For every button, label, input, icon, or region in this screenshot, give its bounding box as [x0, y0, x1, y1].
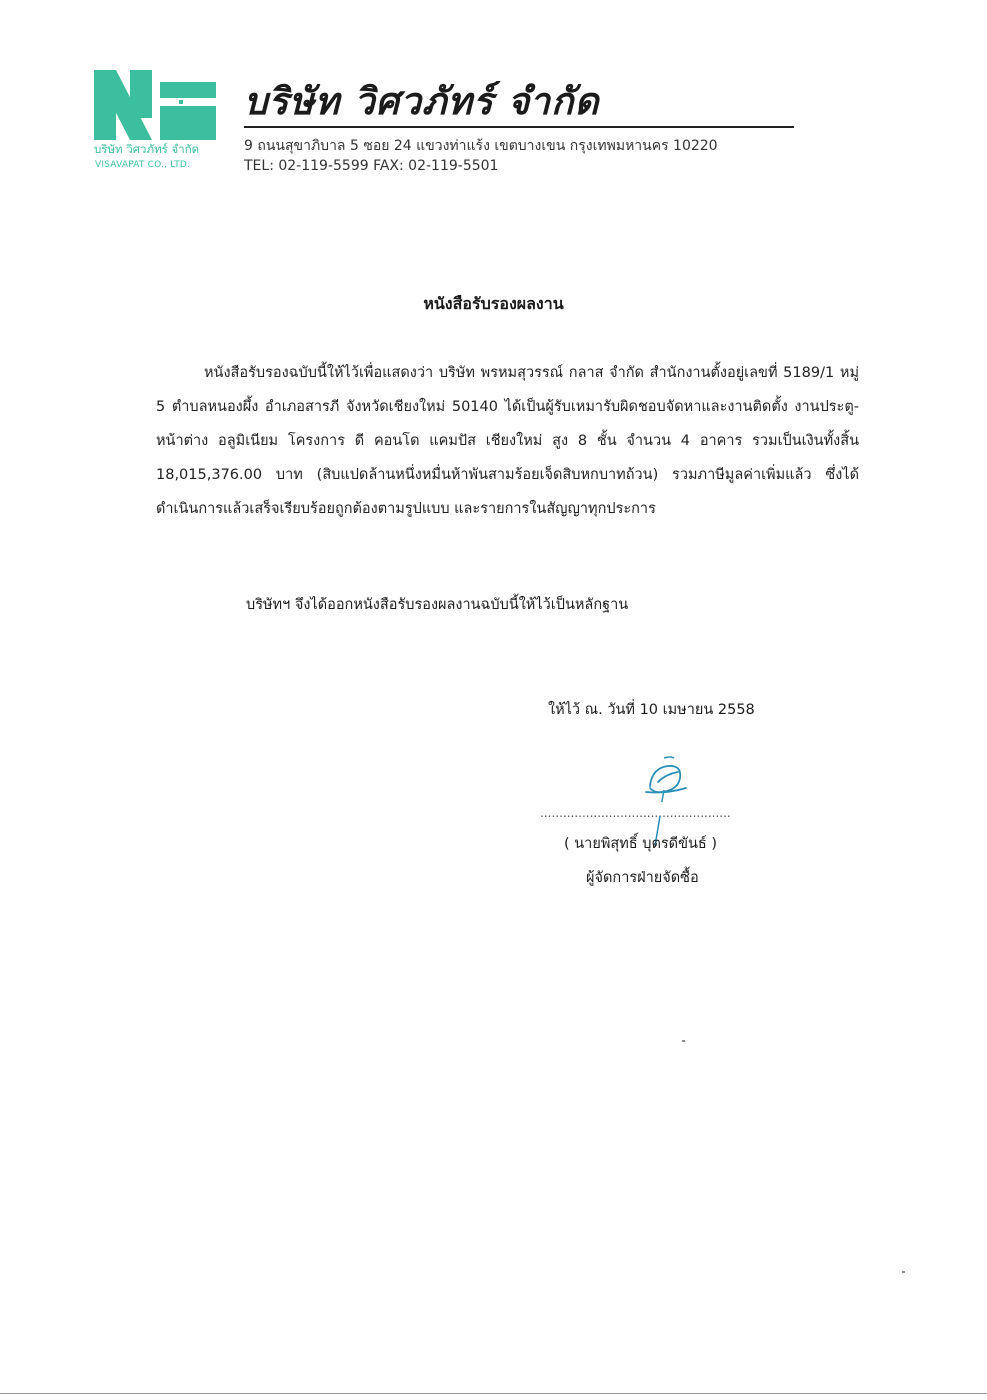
closing-paragraph: บริษัทฯ จึงได้ออกหนังสือรับรองผลงานฉบับนี้ให้ไว้เป็นหลักฐาน: [246, 597, 629, 613]
handwritten-signature-icon: [636, 752, 696, 802]
letterhead-divider: [244, 126, 794, 128]
issue-date: ให้ไว้ ณ. วันที่ 10 เมษายน 2558: [548, 702, 755, 718]
signature-line: ..................................................: [540, 806, 731, 820]
scan-speck: [902, 1271, 905, 1273]
company-contact: TEL: 02-119-5599 FAX: 02-119-5501: [244, 158, 499, 174]
company-address: 9 ถนนสุขาภิบาล 5 ซอย 24 แขวงท่าแร้ง เขตบางเขน กรุงเทพมหานคร 10220: [244, 138, 718, 154]
page-bottom-edge: [0, 1393, 987, 1394]
signatory-position: ผู้จัดการฝ่ายจัดซื้อ: [586, 870, 699, 886]
company-name: บริษัท วิศวภัทร์ จำกัด: [244, 80, 600, 123]
logo-text-english: VISAVAPAT CO., LTD.: [95, 160, 191, 170]
document-title: หนังสือรับรองผลงาน: [423, 294, 564, 313]
certification-paragraph: หนังสือรับรองฉบับนี้ให้ไว้เพื่อแสดงว่า บริษัท พรหมสุวรรณ์ กลาส จำกัด สำนักงานตั้งอยู่เลขที่ 5189/1 หมู่ 5 ตำบลหนองผึ้ง อำเภอสารภี จังหวัดเชียงใหม่ 50140 ได้เป็นผู้รับเหมารับผิดชอบจัดหาและงานติดตั้ง งานประตู-หน้าต่าง อลูมิเนียม โครงการ ดี คอนโด แคมปัส เชียงใหม่ สูง 8 ชั้น จำนวน 4 อาคาร รวมเป็นเงินทั้งสิ้น 18,015,376.00 บาท (สิบแปดล้านหนึ่งหมื่นห้าพันสามร้อยเจ็ดสิบหกบาทถ้วน) รวมภาษีมูลค่าเพิ่มแล้ว ซึ่งได้ดำเนินการแล้วเสร็จเรียบร้อยถูกต้องตามรูปแบบ และรายการในสัญญาทุกประการ: [156, 365, 859, 517]
company-logo-icon: [94, 70, 219, 140]
signatory-name: ( นายพิสุทธิ์ บุตรดีขันธ์ ): [564, 836, 718, 852]
logo-text-thai: บริษัท วิศวภัทร์ จำกัด: [94, 142, 200, 156]
scan-speck: [682, 1040, 685, 1042]
